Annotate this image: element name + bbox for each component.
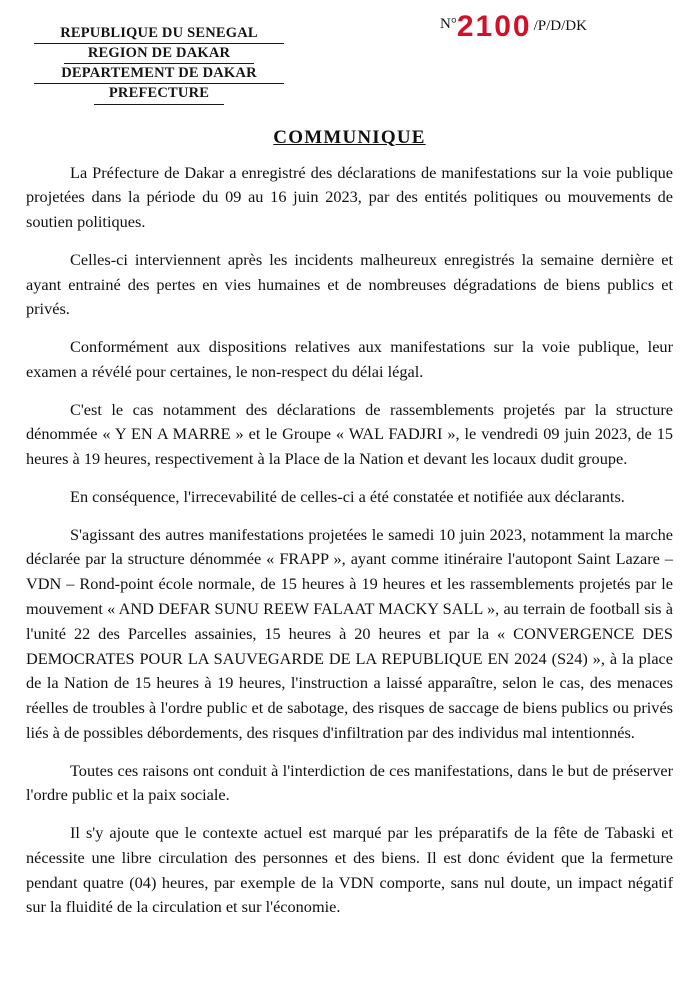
document-body (26, 161, 673, 921)
reference-number (440, 10, 587, 44)
reference-prefix: N° (440, 16, 457, 32)
paragraph: Il s'y ajoute que le contexte actuel est marqué par les préparatifs de la fête de Tabaski et nécessite une libre circulation des personnes et des biens. Il est donc évident que la fermeture pendant quatre (04) heures, par exemple de la VDN comporte, sans nul doute, un impact négatif sur la fluidité de la circulation et sur l'économie. (26, 823, 673, 917)
paragraph: En conséquence, l'irrecevabilité de celles-ci a été constatée et notifiée aux déclarants. (70, 486, 625, 506)
paragraph: Celles-ci interviennent après les incidents malheureux enregistrés la semaine dernière et ayant entrainé des pertes en vies humaines et de nombreuses dégradations de biens publics et privés. (26, 249, 673, 319)
paragraph: S'agissant des autres manifestations projetées le samedi 10 juin 2023, notamment la marche déclarée par la structure dénommée « FRAPP », ayant comme itinéraire l'autopont Saint Lazare – VDN – Rond-point école normale, de 15 heures à 19 heures et les rassemblements projetés par le mouvement « AND DEFAR SUNU REEW FALAAT MACKY SALL », au terrain de football sis à l'unité 22 des Parcelles assainies, 15 heures à 20 heures et par la « CONVERGENCE DES DEMOCRATES POUR LA SAUVEGARDE DE LA REPUBLIQUE EN 2024 (S24) », à la place de la Nation de 15 heures à 19 heures, l'instruction a laissé apparaître, selon le cas, des menaces réelles de troubles à l'ordre public et de sabotage, des risques de saccage de biens publics ou privés liés à de possibles débordements, des risques d'infiltration par des individus mal intentionnés. (26, 524, 673, 742)
page-title: COMMUNIQUE (273, 126, 426, 148)
letterhead-line-region: REGION DE DAKAR (64, 44, 254, 64)
paragraph: Toutes ces raisons ont conduit à l'interdiction de ces manifestations, dans le but de préserver l'ordre public et la paix sociale. (26, 760, 673, 805)
reference-suffix: /P/D/DK (533, 18, 587, 34)
letterhead-line-department: DEPARTEMENT DE DAKAR (34, 64, 284, 84)
paragraph: Conformément aux dispositions relatives aux manifestations sur la voie publique, leur examen a révélé pour certaines, le non-respect du délai légal. (26, 337, 673, 381)
letterhead (34, 24, 284, 105)
letterhead-line-country: REPUBLIQUE DU SENEGAL (34, 24, 284, 44)
reference-value: 2100 (456, 10, 532, 43)
letterhead-line-prefecture: PREFECTURE (94, 84, 224, 104)
paragraph: C'est le cas notamment des déclarations de rassemblements projetés par la structure dénommée « Y EN A MARRE » et le Groupe « WAL FADJRI », le vendredi 09 juin 2023, de 15 heures à 19 heures, respectivement à la Place de la Nation et devant les locaux dudit groupe. (26, 399, 673, 469)
paragraph: La Préfecture de Dakar a enregistré des déclarations de manifestations sur la voie publique projetées dans la période du 09 au 16 juin 2023, par des entités politiques ou mouvements de soutien politiques. (26, 162, 673, 232)
